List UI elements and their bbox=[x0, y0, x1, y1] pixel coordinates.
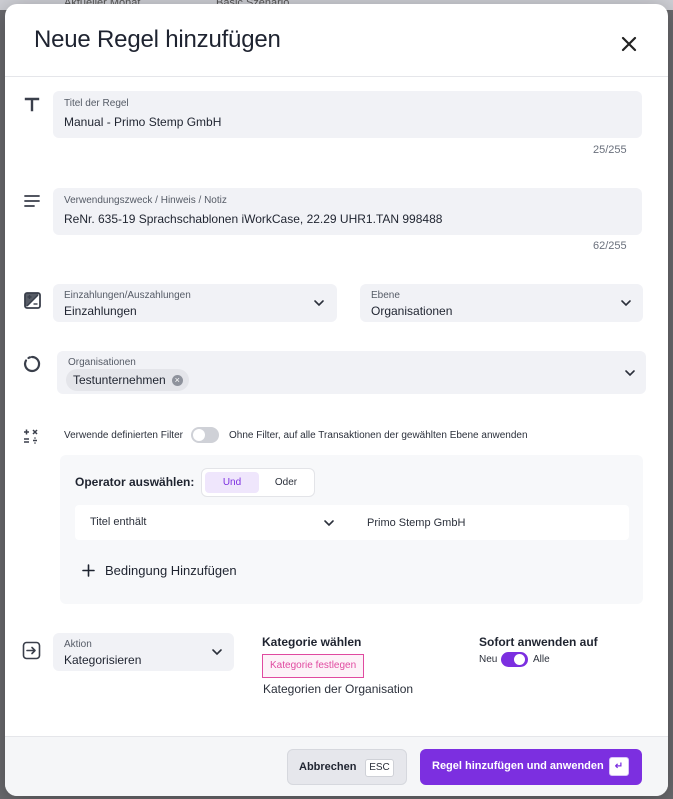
level-select[interactable] bbox=[360, 284, 643, 322]
filter-conditions-panel bbox=[60, 455, 643, 604]
category-heading: Kategorie wählen bbox=[262, 635, 362, 649]
text-format-icon bbox=[24, 96, 44, 116]
chevron-down-icon bbox=[623, 366, 637, 380]
arrow-into-box-icon bbox=[22, 641, 42, 661]
enter-key-icon: ↵ bbox=[609, 757, 629, 776]
plus-minus-square-icon bbox=[24, 292, 44, 312]
notes-lines-icon bbox=[24, 193, 44, 213]
condition-row bbox=[75, 505, 629, 540]
calculator-operators-icon bbox=[23, 428, 43, 448]
organisation-chip bbox=[66, 369, 189, 391]
operator-segmented-control bbox=[201, 468, 315, 497]
operator-or-button[interactable]: Oder bbox=[274, 477, 298, 488]
operator-and-button[interactable]: Und bbox=[205, 472, 259, 493]
set-category-button[interactable]: Kategorie festlegen bbox=[262, 654, 364, 678]
add-and-apply-button[interactable] bbox=[420, 749, 642, 785]
category-hint: Kategorien der Organisation bbox=[263, 682, 414, 696]
purpose-field[interactable] bbox=[53, 188, 642, 235]
filter-toggle[interactable] bbox=[191, 427, 219, 443]
cancel-label: Abbrechen bbox=[299, 761, 357, 773]
direction-value: Einzahlungen bbox=[64, 304, 137, 318]
level-label: Ebene bbox=[371, 290, 400, 301]
action-select[interactable] bbox=[53, 633, 234, 671]
modal-title: Neue Regel hinzufügen bbox=[34, 26, 281, 53]
chevron-down-icon bbox=[210, 645, 224, 659]
cancel-button[interactable] bbox=[287, 749, 407, 785]
direction-label: Einzahlungen/Auszahlungen bbox=[64, 290, 191, 301]
rule-title-counter: 25/255 bbox=[593, 144, 627, 156]
condition-field-select[interactable]: Titel enthält bbox=[90, 516, 147, 528]
rule-title-value: Manual - Primo Stemp GmbH bbox=[64, 115, 222, 129]
add-rule-modal bbox=[5, 4, 668, 796]
organisations-label: Organisationen bbox=[68, 357, 136, 368]
organisation-chip-label: Testunternehmen bbox=[73, 373, 166, 387]
chip-remove-icon[interactable]: × bbox=[172, 375, 183, 386]
operator-label: Operator auswählen: bbox=[75, 475, 195, 489]
submit-label: Regel hinzufügen und anwenden bbox=[432, 760, 604, 772]
purpose-value: ReNr. 635-19 Sprachschablonen iWorkCase, 22.29 UHR1.TAN 998488 bbox=[64, 212, 443, 226]
action-value: Kategorisieren bbox=[64, 653, 142, 667]
rule-title-label: Titel der Regel bbox=[64, 98, 129, 109]
toggle-knob bbox=[514, 654, 525, 665]
add-condition-label: Bedingung Hinzufügen bbox=[105, 563, 237, 578]
apply-all-label: Alle bbox=[533, 654, 550, 665]
chevron-down-icon bbox=[619, 296, 633, 310]
esc-key-hint: ESC bbox=[365, 759, 394, 777]
plus-icon bbox=[82, 564, 95, 577]
apply-toggle[interactable] bbox=[501, 652, 528, 667]
level-value: Organisationen bbox=[371, 304, 453, 318]
filter-toggle-hint: Ohne Filter, auf alle Transaktionen der gewählten Ebene anwenden bbox=[229, 430, 528, 441]
modal-footer bbox=[5, 736, 668, 796]
action-label: Aktion bbox=[64, 639, 92, 650]
direction-select[interactable] bbox=[53, 284, 337, 322]
loading-circle-icon bbox=[23, 355, 43, 375]
purpose-counter: 62/255 bbox=[593, 240, 627, 252]
apply-heading: Sofort anwenden auf bbox=[479, 635, 598, 649]
organisations-select[interactable] bbox=[57, 351, 646, 394]
toggle-knob bbox=[193, 429, 205, 441]
chevron-down-icon[interactable] bbox=[322, 516, 336, 530]
add-condition-button[interactable] bbox=[82, 563, 237, 578]
filter-toggle-label: Verwende definierten Filter bbox=[64, 430, 183, 441]
modal-header bbox=[5, 4, 668, 77]
apply-new-label: Neu bbox=[479, 654, 498, 665]
chevron-down-icon bbox=[312, 296, 326, 310]
rule-title-field[interactable] bbox=[53, 91, 642, 138]
purpose-label: Verwendungszweck / Hinweis / Notiz bbox=[64, 195, 227, 206]
condition-value-input[interactable]: Primo Stemp GmbH bbox=[367, 517, 466, 529]
close-icon[interactable] bbox=[615, 30, 643, 58]
